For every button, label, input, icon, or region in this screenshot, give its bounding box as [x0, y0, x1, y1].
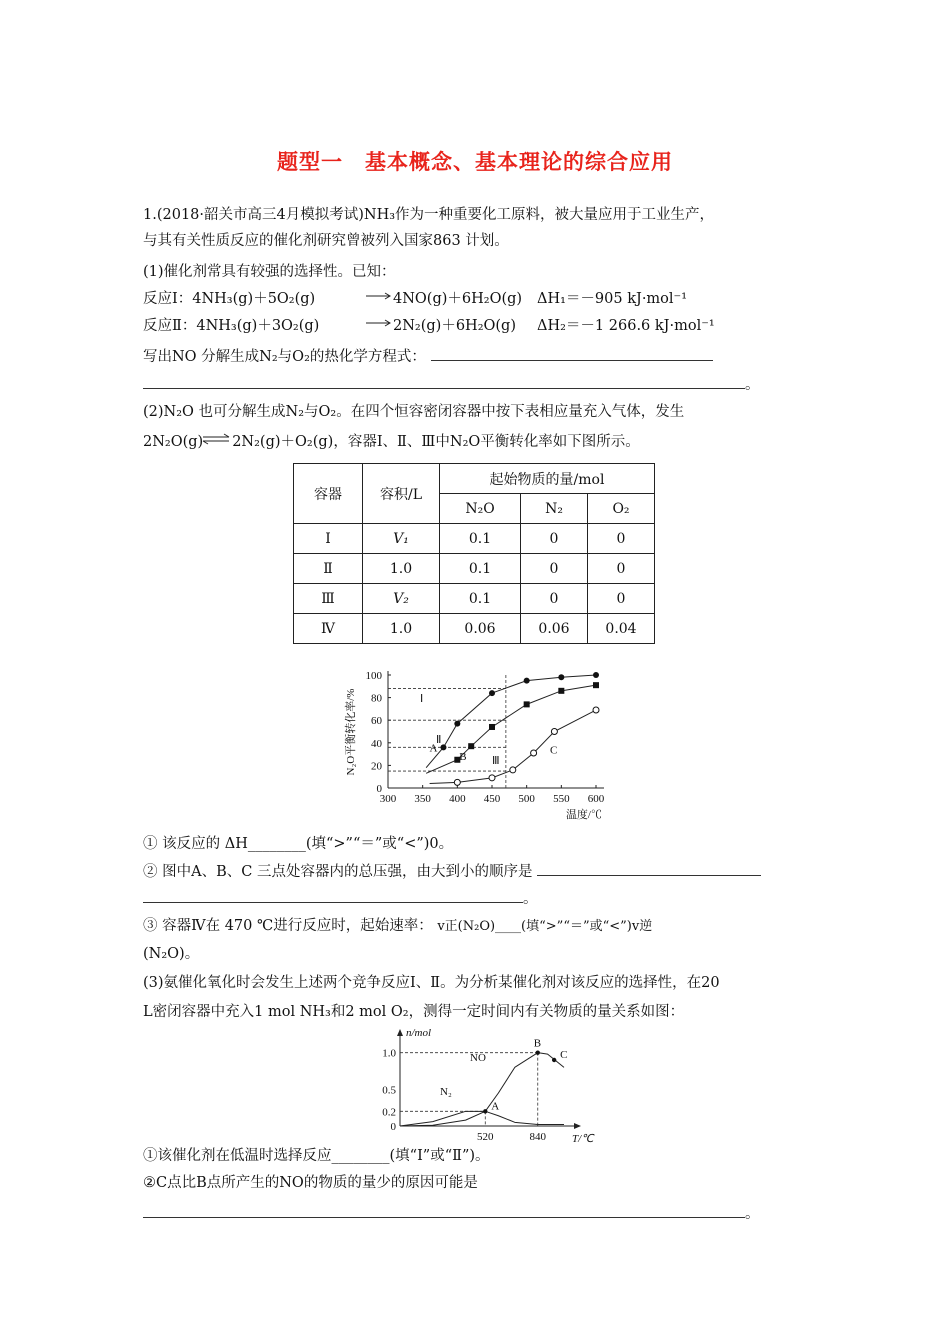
table-cell: V₂ [363, 584, 440, 614]
reaction-2-enthalpy: ΔH₂＝－1 266.6 kJ·mol⁻¹ [537, 318, 715, 334]
table-cell: 1.0 [363, 554, 440, 584]
x-tick-label: 400 [449, 793, 466, 805]
answer-blank[interactable] [143, 1203, 745, 1218]
table-cell: 0.04 [588, 614, 655, 644]
part1-heading: (1)催化剂常具有较强的选择性。已知： [143, 264, 396, 280]
period: 。 [745, 377, 760, 393]
table-cell: 0 [521, 524, 588, 554]
series-label: Ⅰ [420, 693, 424, 705]
data-point [593, 682, 599, 688]
series-label: N₂ [440, 1086, 452, 1098]
table-cell: Ⅲ [294, 584, 363, 614]
table-cell: 0.06 [521, 614, 588, 644]
data-point [558, 688, 564, 694]
table-cell: Ⅱ [294, 554, 363, 584]
point-label: A [491, 1100, 500, 1113]
reaction-1-products: 4NO(g)＋6H₂O(g) [393, 291, 523, 307]
table-cell: Ⅳ [294, 614, 363, 644]
conversion-chart [340, 665, 620, 830]
part1-answer-line [143, 374, 760, 395]
equilibrium-arrow-icon [201, 433, 231, 445]
data-point [454, 779, 460, 785]
table-header-volume: 容积/L [363, 464, 440, 524]
table-header-n2: N₂ [521, 494, 588, 524]
table-row [294, 614, 655, 644]
data-point [489, 724, 495, 730]
y-axis-arrow-icon [397, 1029, 403, 1036]
y-tick-label: 60 [371, 715, 382, 728]
data-point [531, 750, 537, 756]
period: 。 [523, 891, 538, 907]
question-c2 [143, 861, 761, 882]
x-axis-title: 温度/℃ [565, 809, 602, 821]
data-point [552, 1058, 556, 1062]
answer-blank[interactable] [143, 374, 745, 389]
reaction-arrow-icon [364, 317, 392, 329]
table-header-container: 容器 [294, 464, 363, 524]
table-header-o2: O₂ [588, 494, 655, 524]
reaction-1-reactants: 反应Ⅰ：4NH₃(g)＋5O₂(g) [143, 291, 316, 307]
data-point [524, 701, 530, 707]
answer-blank[interactable] [143, 888, 523, 903]
data-point [593, 672, 599, 678]
table-header-n2o: N₂O [440, 494, 521, 524]
data-point [468, 743, 474, 749]
table-row [294, 584, 655, 614]
table-cell: 0.1 [440, 584, 521, 614]
reaction-1-enthalpy: ΔH₁＝－905 kJ·mol⁻¹ [537, 291, 688, 307]
y-tick-label: 0.2 [382, 1106, 396, 1119]
part2-line-2: 2N₂O(g) 2N₂(g)＋O₂(g)，容器Ⅰ、Ⅱ、Ⅲ中N₂O平衡转化率如下图所示。 [143, 434, 640, 450]
table-cell: 0 [588, 554, 655, 584]
question-intro-line-1: 1.(2018·韶关市高三4月模拟考试)NH₃作为一种重要化工原料，被大量应用于工业生产， [143, 207, 715, 223]
container-table [293, 463, 655, 644]
table-cell: Ⅰ [294, 524, 363, 554]
table-header-initial: 起始物质的量/mol [440, 464, 655, 494]
y-tick-label: 20 [371, 760, 382, 773]
part2-line-1: (2)N₂O 也可分解生成N₂与O₂。在四个恒容密闭容器中按下表相应量充入气体，发生 [143, 404, 685, 420]
table-cell: 0.06 [440, 614, 521, 644]
question-c3-end: (N₂O)。 [143, 946, 200, 962]
question-c3-text: ③ 容器Ⅳ在 470 ℃进行反应时，起始速率： [143, 918, 433, 934]
table-cell: 0 [588, 524, 655, 554]
series-line-2 [426, 685, 596, 773]
point-label: B [459, 751, 467, 764]
x-tick-label: 550 [553, 793, 570, 805]
reaction-2-reactants: 反应Ⅱ：4NH₃(g)＋3O₂(g) [143, 318, 320, 334]
y-tick-label: 1.0 [382, 1047, 396, 1060]
question-intro-line-2: 与其有关性质反应的催化剂研究曾被列入国家863 计划。 [143, 233, 509, 249]
data-point [483, 1109, 487, 1113]
y-tick-label: 80 [371, 692, 382, 705]
period: 。 [745, 1206, 760, 1222]
point-label: C [560, 1049, 568, 1061]
x-axis-title: T/℃ [572, 1133, 594, 1145]
question-c3-rate: v正(N₂O)____(填“>”“＝”或“<”)v逆 [437, 919, 653, 934]
point-label: A [429, 742, 438, 755]
table-cell: 0 [521, 554, 588, 584]
part3-line-2: L密闭容器中充入1 mol NH₃和2 mol O₂，测得一定时间内有关物质的量关系如图： [143, 1004, 685, 1020]
series-label: NO [470, 1052, 486, 1064]
y-tick-label: 0 [376, 783, 382, 795]
question-c2-answer [143, 888, 538, 909]
y-axis-title: n/mol [406, 1027, 432, 1039]
x-tick-label: 300 [379, 793, 397, 805]
data-point [510, 767, 516, 773]
point-label: C [550, 744, 558, 757]
part1-question [143, 346, 713, 367]
question-d2: ②C点比B点所产生的NO的物质的量少的原因可能是 [143, 1175, 478, 1191]
reaction-arrow-icon [364, 290, 392, 302]
y-axis-title: N₂O平衡转化率/% [345, 688, 357, 776]
data-point [489, 775, 495, 781]
point-label: B [533, 1037, 542, 1050]
x-tick-label: 600 [587, 793, 605, 805]
reaction-2-products: 2N₂(g)＋6H₂O(g) [393, 318, 516, 334]
question-d2-answer [143, 1203, 760, 1224]
series-line-1 [400, 1111, 564, 1126]
part3-line-1: (3)氨催化氧化时会发生上述两个竞争反应Ⅰ、Ⅱ。为分析某催化剂对该反应的选择性，在20 [143, 975, 720, 991]
x-tick-label: 840 [529, 1131, 547, 1143]
table-cell: 1.0 [363, 614, 440, 644]
table-row [294, 554, 655, 584]
table-cell: 0 [588, 584, 655, 614]
question-c3 [143, 916, 652, 937]
y-tick-label: 40 [371, 737, 382, 750]
answer-blank[interactable] [537, 861, 761, 876]
x-tick-label: 500 [518, 793, 535, 805]
data-point [593, 707, 599, 713]
y-tick-label: 0.5 [382, 1084, 396, 1097]
page-title: 题型一 基本概念、基本理论的综合应用 [277, 150, 673, 174]
data-point [558, 674, 564, 680]
data-point [551, 729, 557, 735]
x-axis-arrow-icon [574, 1123, 581, 1129]
table-row [294, 524, 655, 554]
y-tick-label: 100 [365, 670, 382, 682]
data-point [524, 678, 530, 684]
x-tick-label: 450 [483, 793, 501, 805]
series-label: Ⅱ [436, 734, 442, 746]
series-label: Ⅲ [492, 755, 500, 767]
part1-question-text: 写出NO 分解生成N₂与O₂的热化学方程式： [143, 349, 426, 365]
table-cell: 0.1 [440, 524, 521, 554]
data-point [489, 690, 495, 696]
question-c2-text: ② 图中A、B、C 三点处容器内的总压强，由大到小的顺序是 [143, 864, 533, 880]
x-tick-label: 520 [477, 1131, 494, 1143]
data-point [536, 1050, 540, 1054]
table-cell: 0.1 [440, 554, 521, 584]
y-tick-label: 0 [390, 1121, 396, 1133]
amount-chart [362, 1027, 594, 1146]
table-cell: 0 [521, 584, 588, 614]
answer-blank[interactable] [431, 346, 713, 361]
data-point [454, 721, 460, 727]
table-cell: V₁ [363, 524, 440, 554]
x-tick-label: 350 [414, 793, 431, 805]
question-c1: ① 该反应的 ΔH________(填“>”“＝”或“<”)0。 [143, 836, 454, 852]
question-d1: ①该催化剂在低温时选择反应________(填“Ⅰ”或“Ⅱ”)。 [143, 1148, 490, 1164]
